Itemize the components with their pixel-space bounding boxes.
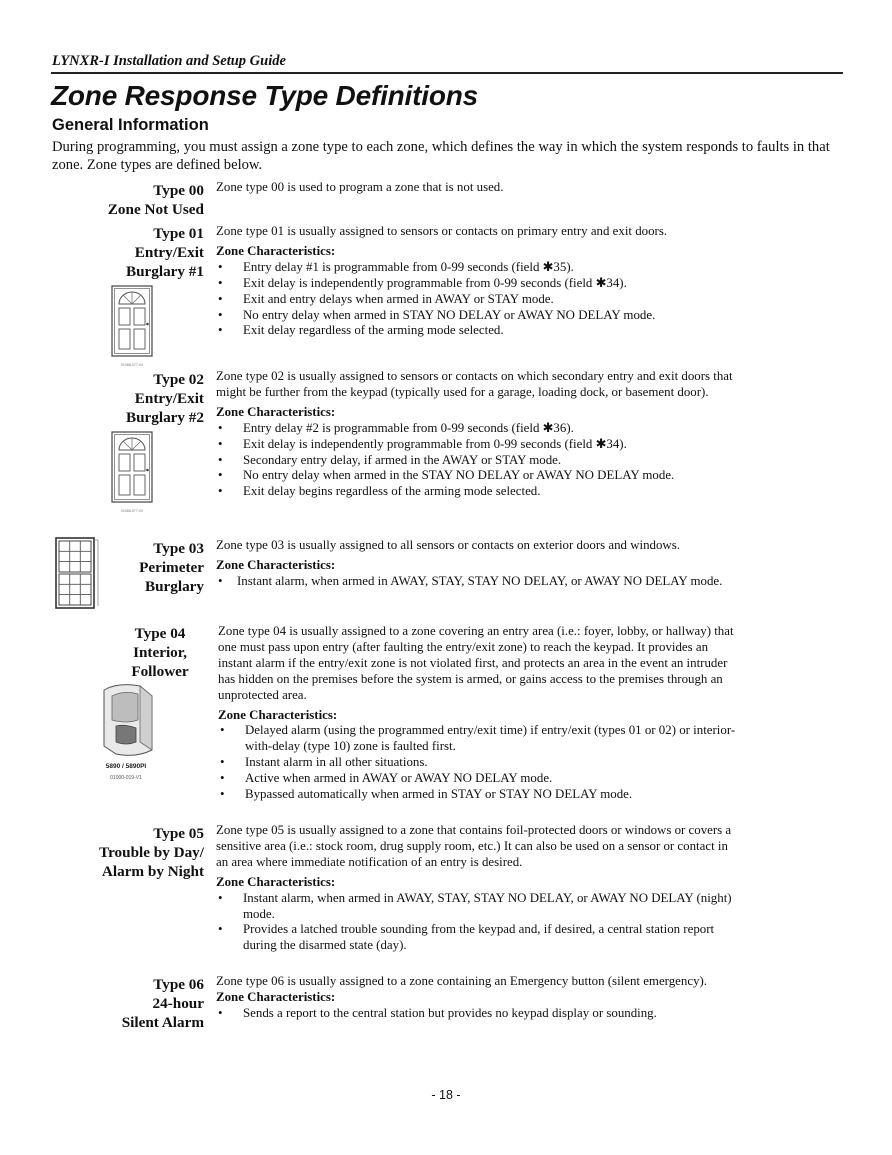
zone-label-02 (126, 370, 204, 427)
list-item: • Exit delay is independently programmable from 0-99 seconds (field ✱34). (216, 276, 736, 292)
detector-model-label: 5890 / 5890PI (105, 763, 147, 770)
zone-characteristics-list (216, 574, 736, 590)
list-item: • Delayed alarm (using the programmed entry/exit time) if entry/exit (types 01 or 02) or interior-with-delay (type 10) zone is faulted first. (218, 723, 738, 755)
zone-label-04 (118, 624, 202, 681)
zone-description: Zone type 02 is usually assigned to sensors or contacts on which secondary entry and exit doors that might be further from the keypad (typically used for a garage, loading dock, or basement door). (216, 369, 733, 399)
zone-text-06 (216, 974, 736, 1022)
zone-text-04 (218, 624, 738, 803)
intro-paragraph: During programming, you must assign a zone type to each zone, which defines the way in which the system responds to faults in that zone. Zone types are defined below. (52, 139, 830, 173)
list-item: • Bypassed automatically when armed in STAY or STAY NO DELAY mode. (218, 787, 738, 803)
zone-type-name: Burglary #1 (125, 263, 204, 280)
zone-description: Zone type 00 is used to program a zone that is not used. (216, 180, 504, 194)
zone-type-number: Type 00 (153, 182, 204, 199)
entry-door-icon (110, 430, 156, 514)
detector-figure-code: 01000-019-V1 (110, 775, 142, 781)
list-item: • Entry delay #1 is programmable from 0-99 seconds (field ✱35). (216, 260, 736, 276)
zone-text-01 (216, 224, 736, 339)
zone-text-05 (216, 823, 736, 954)
zone-label-00 (108, 181, 204, 219)
zone-description: Zone type 01 is usually assigned to sensors or contacts on primary entry and exit doors. (216, 224, 668, 238)
list-item: • Exit and entry delays when armed in AWAY or STAY mode. (216, 292, 736, 308)
zone-type-number: Type 04 (134, 625, 186, 642)
door-figure-code: 01088-077-V0 (120, 509, 144, 513)
zone-characteristics-heading: Zone Characteristics: (218, 707, 338, 722)
zone-type-name: Silent Alarm (121, 1014, 204, 1031)
section-subtitle: General Information (52, 116, 209, 134)
zone-type-name: Trouble by Day/ (99, 844, 204, 861)
zone-characteristics-list (216, 891, 736, 955)
zone-type-name: Zone Not Used (107, 201, 204, 218)
zone-type-name: Entry/Exit (134, 390, 204, 407)
zone-label-05 (99, 824, 204, 881)
list-item: • Sends a report to the central station but provides no keypad display or sounding. (216, 1006, 736, 1022)
zone-label-01 (126, 224, 204, 281)
zone-characteristics-heading: Zone Characteristics: (216, 557, 336, 572)
zone-description: Zone type 06 is usually assigned to a zone containing an Emergency button (silent emergency). (216, 974, 708, 988)
zone-type-name: Perimeter (139, 559, 204, 576)
zone-type-name: Entry/Exit (134, 244, 204, 261)
zone-type-name: Alarm by Night (101, 863, 204, 880)
zone-text-02 (216, 369, 736, 500)
zone-characteristics-list (216, 421, 736, 501)
zone-characteristics-list (216, 1006, 736, 1022)
zone-type-number: Type 01 (153, 225, 204, 242)
zone-characteristics-heading: Zone Characteristics: (216, 404, 336, 419)
zone-type-number: Type 05 (153, 825, 204, 842)
zone-characteristics-list (218, 723, 738, 803)
zone-description: Zone type 05 is usually assigned to a zone that contains foil-protected doors or windows or covers a sensitive area (i.e.: stock room, drug supply room, etc.) It can also be used on a sensor or contact in an area where immediate notification of an entry is desired. (216, 823, 732, 869)
zone-characteristics-list (216, 260, 736, 340)
zone-type-name: Interior, (133, 644, 187, 661)
zone-description: Zone type 03 is usually assigned to all sensors or contacts on exterior doors and windows. (216, 538, 680, 552)
list-item: • Provides a latched trouble sounding from the keypad and, if desired, a central station report during the disarmed state (day). (216, 922, 736, 954)
zone-characteristics-heading: Zone Characteristics: (216, 989, 336, 1004)
list-item: • Secondary entry delay, if armed in the AWAY or STAY mode. (216, 453, 736, 469)
zone-label-03 (139, 539, 204, 596)
zone-type-name: 24-hour (152, 995, 204, 1012)
zone-type-number: Type 03 (153, 540, 204, 557)
list-item: • Active when armed in AWAY or AWAY NO DELAY mode. (218, 771, 738, 787)
list-item: • Exit delay is independently programmable from 0-99 seconds (field ✱34). (216, 437, 736, 453)
zone-text-00 (216, 180, 736, 196)
zone-characteristics-heading: Zone Characteristics: (216, 243, 336, 258)
list-item: • Exit delay begins regardless of the arming mode selected. (216, 484, 736, 500)
window-icon (54, 536, 100, 612)
door-figure-code: 01088-077-V0 (120, 363, 144, 367)
list-item: • Entry delay #2 is programmable from 0-99 seconds (field ✱36). (216, 421, 736, 437)
list-item: • Exit delay regardless of the arming mode selected. (216, 323, 736, 339)
list-item: • Instant alarm, when armed in AWAY, STAY, STAY NO DELAY, or AWAY NO DELAY (night) mode. (216, 891, 736, 923)
zone-text-03 (216, 538, 736, 590)
zone-type-name: Burglary #2 (125, 409, 204, 426)
page-title: Zone Response Type Definitions (51, 80, 479, 111)
list-item: • Instant alarm, when armed in AWAY, STAY, STAY NO DELAY, or AWAY NO DELAY mode. (216, 574, 736, 590)
header-rule (51, 72, 843, 74)
zone-label-06 (122, 975, 204, 1032)
entry-door-icon (110, 284, 156, 368)
list-item: • No entry delay when armed in the STAY NO DELAY or AWAY NO DELAY mode. (216, 468, 736, 484)
guide-header: LYNXR-I Installation and Setup Guide (52, 53, 286, 69)
list-item: • No entry delay when armed in STAY NO DELAY or AWAY NO DELAY mode. (216, 308, 736, 324)
page-number: - 18 - (431, 1088, 461, 1102)
zone-description: Zone type 04 is usually assigned to a zone covering an entry area (i.e.: foyer, lobby, or hallway) that one must pass upon entry (after faulting the entry/exit zone) to reach the keypad. It provides an instant alarm if the entry/exit zone is not violated first, and protects an area in the event an intruder has hidden on the premises before the system is armed, or gains access to the premises through an unprotected area. (218, 624, 734, 702)
zone-type-number: Type 02 (153, 371, 204, 388)
zone-type-name: Follower (131, 663, 189, 680)
zone-type-name: Burglary (144, 578, 204, 595)
zone-characteristics-heading: Zone Characteristics: (216, 874, 336, 889)
motion-detector-icon (96, 680, 166, 786)
zone-type-number: Type 06 (153, 976, 204, 993)
list-item: • Instant alarm in all other situations. (218, 755, 738, 771)
